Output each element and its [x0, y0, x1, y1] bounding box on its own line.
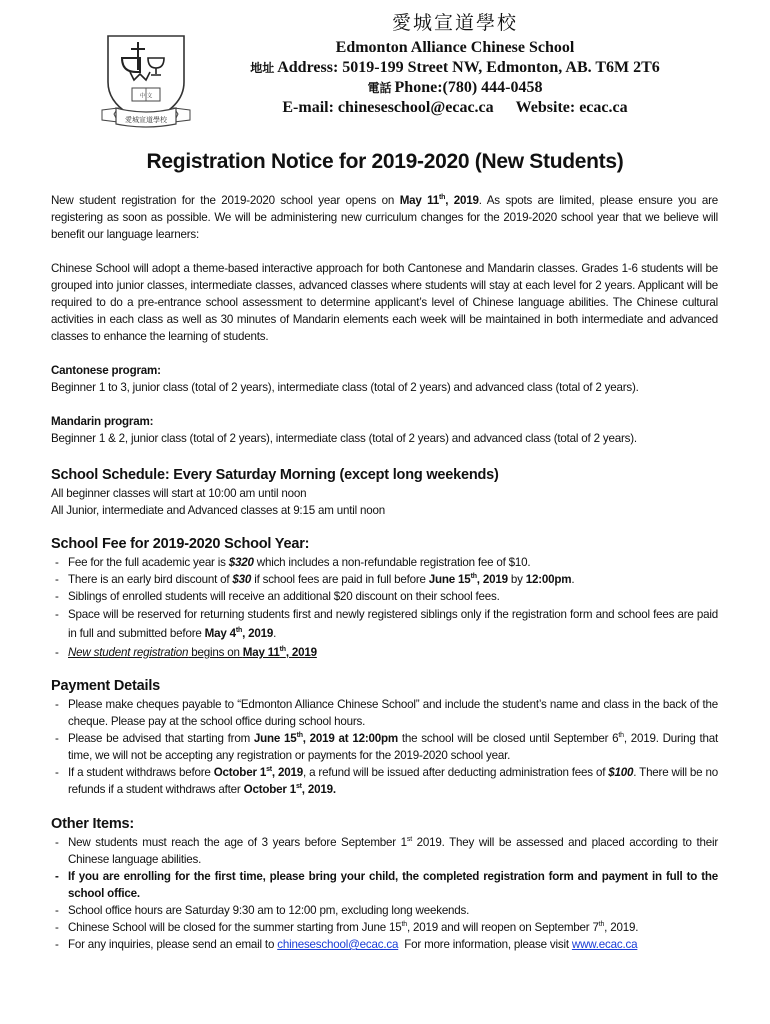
schedule-heading: School Schedule: Every Saturday Morning (except long weekends) [51, 467, 499, 483]
ribbon-text: 愛城宣道學校 [125, 116, 167, 124]
text: For any inquiries, please send an email to [68, 938, 278, 951]
sup: st [406, 836, 412, 844]
school-name: Edmonton Alliance Chinese School [335, 39, 575, 56]
address-line [170, 58, 740, 78]
time: 12:00pm [525, 573, 572, 586]
amount: $320 [228, 556, 254, 569]
sup: th [235, 627, 243, 635]
school-chinese-name: 愛城宣道學校 [391, 13, 518, 34]
cantonese-heading: Cantonese program: [51, 364, 161, 377]
sup: th [618, 732, 624, 740]
list-item [51, 643, 718, 662]
date: , 2019 [271, 766, 303, 779]
list-item [51, 730, 718, 764]
other-heading: Other Items: [51, 816, 135, 832]
cantonese-text: Beginner 1 to 3, junior class (total of 2 years), intermediate class (total of 2 years) and advanced class (total of 2 years). [51, 381, 639, 394]
text: Please be advised that starting from [68, 732, 254, 745]
list-item [51, 554, 718, 571]
letterhead [170, 10, 740, 118]
website: Website: ecac.ca [515, 99, 628, 116]
date: , 2019 [285, 646, 317, 659]
text: which includes a non-refundable registration fee of $10. [253, 556, 531, 569]
date: May 11 [242, 646, 280, 659]
notice-body [51, 192, 718, 953]
text: , a refund will be issued after deducting administration fees of [303, 766, 609, 779]
date: May 4 [204, 627, 236, 640]
text: There is an early bird discount of [68, 573, 233, 586]
schedule-line: All Junior, intermediate and Advanced classes at 9:15 am until noon [51, 504, 385, 517]
book-text: 中 文 [139, 93, 153, 100]
text: Space will be reserved for returning students first and newly registered siblings only if the registration form and school fees are paid in full and submitted before [68, 608, 718, 640]
payment-list [51, 696, 718, 798]
list-item: - If you are enrolling for the first time, please bring your child, the completed registration form and payment in full to the school office. [51, 868, 718, 902]
text: Fee for the full academic year is [68, 556, 229, 569]
intro-paragraph [51, 192, 718, 243]
text: , 2019. [604, 921, 639, 934]
amount: $100 [608, 766, 634, 779]
sup: th [470, 573, 477, 581]
fees-list [51, 554, 718, 662]
sup: st [295, 783, 302, 791]
contact-line [170, 98, 740, 118]
text: Chinese School will be closed for the summer starting from June 15 [68, 921, 402, 934]
text: , 2019. During that time, we will not be accepting any registration or payments for the 2019-2020 school year. [68, 732, 718, 762]
text: . [273, 627, 277, 640]
list-item [51, 571, 718, 588]
text: New students must reach the age of 3 years before September 1 [68, 836, 407, 849]
sup: th [296, 732, 303, 740]
list-item: - School office hours are Saturday 9:30 am to 12:00 pm, excluding long weekends. [51, 902, 718, 919]
text: , 2019 and will reopen on September 7 [406, 921, 599, 934]
list-item [51, 936, 718, 953]
text: . As spots are limited, please ensure you are registering as soon as possible. We will be administering new curriculum changes for the 2019-2020 school year that we believe will benefit our language learners: [51, 194, 718, 241]
date: , 2019. [301, 783, 336, 796]
other-list [51, 834, 718, 953]
sup: th [279, 646, 286, 654]
list-item: - Siblings of enrolled students will receive an additional $20 discount on their school fees. [51, 588, 718, 605]
text: if school fees are paid in full before [251, 573, 429, 586]
sup: th [401, 921, 407, 929]
curriculum-paragraph: Chinese School will adopt a theme-based interactive approach for both Cantonese and Mandarin classes. Grades 1-6 students will be grouped into junior classes, intermediate classes, advanced classes where students will stay at each level for 2 years. Applicant will be required to do a pre-entrance school assessment to determine applicant’s level of Chinese language abilities. The Chinese cultural activities in each class as well as 30 minutes of Mandarin elements each week will be maintained in both intermediate and advanced classes to enhance the learning of students. [51, 262, 718, 343]
sup: th [439, 194, 446, 202]
text: For more information, please visit [398, 938, 572, 951]
fees-heading: School Fee for 2019-2020 School Year: [51, 536, 310, 552]
date: , 2019 at 12:00pm [302, 732, 398, 745]
text: . There will be no refunds if a student withdraws after [68, 766, 718, 796]
date: May 11 [399, 194, 440, 207]
date: October 1 [243, 783, 296, 796]
email-link[interactable]: chineseschool@ecac.ca [277, 938, 399, 951]
address: Address: 5019-199 Street NW, Edmonton, AB. T6M 2T6 [277, 59, 660, 76]
text: begins on [188, 646, 243, 659]
new-registration-text: New student registration [68, 646, 189, 659]
text: by [507, 573, 526, 586]
website-link[interactable]: www.ecac.ca [571, 938, 638, 951]
phone: Phone:(780) 444-0458 [394, 79, 543, 96]
page-title: Registration Notice for 2019-2020 (New Students) [146, 150, 624, 173]
text: New student registration for the 2019-2020 school year opens on [51, 194, 400, 207]
date: , 2019 [476, 573, 508, 586]
mandarin-heading: Mandarin program: [51, 415, 154, 428]
list-item [51, 764, 718, 798]
sup: th [598, 921, 605, 929]
sup: st [266, 766, 272, 774]
text: . [571, 573, 575, 586]
list-item [51, 919, 718, 936]
schedule-line: All beginner classes will start at 10:00 am until noon [51, 487, 307, 500]
date: , 2019 [445, 194, 479, 207]
amount: $30 [232, 573, 252, 586]
mandarin-text: Beginner 1 & 2, junior class (total of 2 years), intermediate class (total of 2 years) and advanced class (total of 2 years). [51, 432, 637, 445]
list-item [51, 605, 718, 643]
list-item [51, 834, 718, 868]
list-item: - Please make cheques payable to “Edmonton Alliance Chinese School” and include the student’s name and class in the back of the cheque. Please pay at the school office during school hours. [51, 696, 718, 730]
date: , 2019 [242, 627, 274, 640]
date: June 15 [428, 573, 471, 586]
text: 2019. They will be assessed and placed according to their Chinese language abilities. [68, 836, 718, 866]
date: October 1 [213, 766, 267, 779]
phone-line [170, 78, 740, 98]
address-cn-label: 地址 [250, 61, 275, 75]
text: If a student withdraws before [68, 766, 214, 779]
date: June 15 [253, 732, 297, 745]
email: E-mail: chineseschool@ecac.ca [282, 99, 494, 116]
payment-heading: Payment Details [51, 678, 161, 694]
text: the school will be closed until September 6 [397, 732, 619, 745]
phone-cn-label: 電話 [367, 81, 392, 95]
